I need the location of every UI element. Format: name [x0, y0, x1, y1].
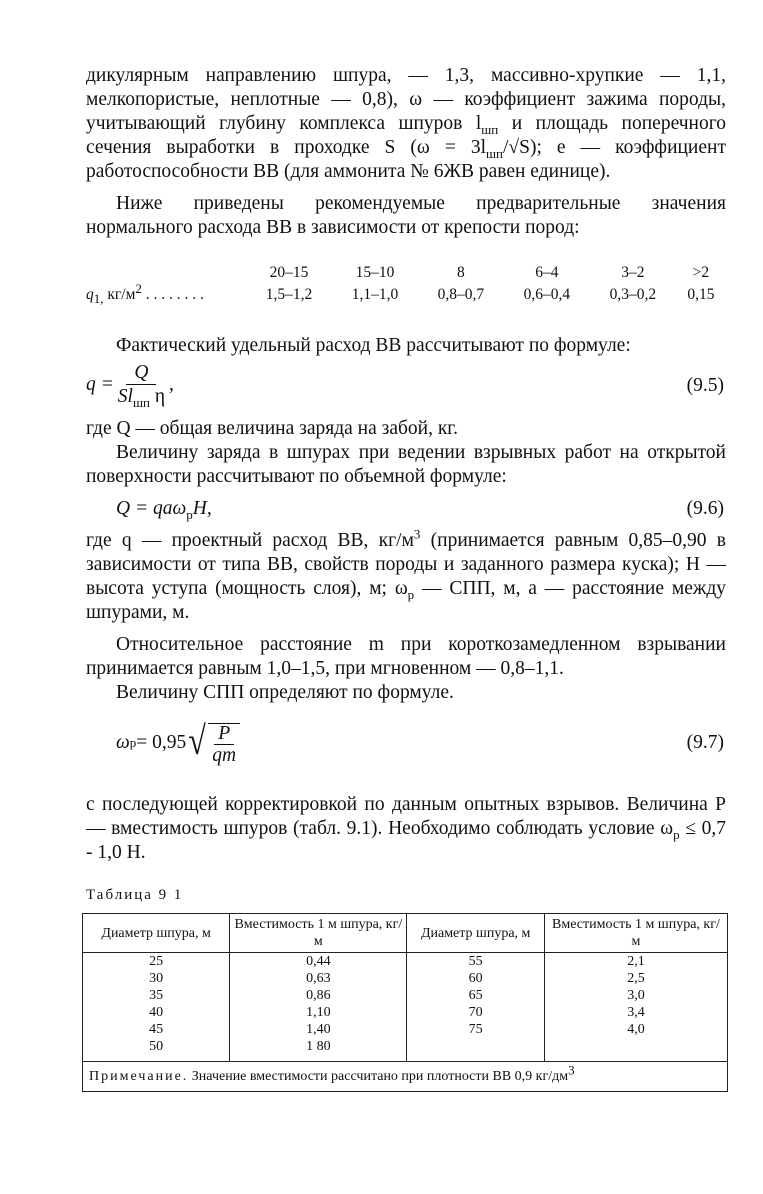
document-page: [86, 64, 726, 1092]
paragraph-coefficients: дикулярным направлению шпура, — 1,3, массивно-хрупкие — 1,1, мелкопористые, неплотные — 0,8), ω — коэффициент зажима породы, учитывающий глубину комплекса шпуров $l_{шп}$ и площадь поперечного сечения выработки в проходке S $(\omega = 3l_{шп}/√S)$; e — коэффициент работоспособности ВВ (для аммонита № 6ЖВ равен единице).: [86, 65, 726, 182]
paragraph-where-params: где q — проектный расход ВВ, $кг/м^3$ (принимается равным 0,85–0,90 в зависимости от типа ВВ, свойств породы и заданного размера куска); H — высота уступа (мощность слоя), м; $\omega_p$ — СПП, м, a — расстояние между шпурами, м.: [86, 526, 726, 623]
formula-number: (9.6): [686, 498, 724, 519]
paragraph-charge: Величину заряда в шпурах при ведении взрывных работ на открытой поверхности рассчитывают по объемной формуле:: [86, 442, 726, 487]
table-header-row: [83, 914, 728, 953]
paragraph-relative-distance: Относительное расстояние m при короткозамедленном взрывании принимается равным 1,0–1,5, при мгновенном — 0,8–1,1.: [86, 634, 726, 679]
norm-value-cell: 0,6–0,4: [523, 286, 571, 303]
table-row: 45 1,40 75 4,0: [83, 1021, 728, 1038]
column-header: Диаметр шпура, м: [83, 914, 230, 953]
hardness-cell: 15–10: [355, 264, 395, 281]
paragraph-correction: с последующей корректировкой по данным опытных взрывов. Величина P — вместимость шпуров (табл. 9.1). Необходимо соблюдать условие $\omega_p \le 0,7 - 1,0$ H.: [86, 794, 727, 863]
norms-row-label: $q_{1,}$ $кг/м^2$ . . . . . . . .: [86, 280, 204, 307]
hardness-cell: >2: [692, 264, 710, 281]
norm-value-cell: 0,8–0,7: [437, 286, 485, 303]
column-header: Вместимость 1 м шпура, кг/м: [230, 914, 407, 953]
paragraph-where-q: где Q — общая величина заряда на забой, кг.: [86, 418, 458, 439]
hardness-cell: 6–4: [535, 264, 559, 281]
norms-values-row: [86, 284, 726, 306]
table-note: Примечание. Значение вместимости рассчитано при плотности ВВ 0,9 кг/дм3: [83, 1062, 728, 1092]
norms-hardness-row: [86, 262, 726, 284]
norms-table: [86, 262, 726, 306]
paragraph-spp: Величину СПП определяют по формуле.: [116, 682, 454, 703]
square-root: √ P qm: [186, 719, 240, 767]
hardness-cell: 20–15: [269, 264, 309, 281]
table-row: 50 1 80: [83, 1038, 728, 1062]
paragraph-actual-rate: Фактический удельный расход ВВ рассчитывают по формуле:: [116, 335, 631, 356]
table-note-row: [83, 1062, 728, 1092]
norm-value-cell: 0,15: [687, 286, 715, 303]
table-row: 30 0,63 60 2,5: [83, 970, 728, 987]
formula-9-6: Q = qaω$_p$H, (9.6): [116, 498, 724, 522]
norm-value-cell: 1,5–1,2: [265, 286, 313, 303]
column-header: Диаметр шпура, м: [407, 914, 544, 953]
paragraph-norms-intro: Ниже приведены рекомендуемые предварительные значения нормального расхода ВВ в зависимости от крепости пород:: [86, 193, 726, 238]
hardness-cell: 8: [457, 264, 465, 281]
capacity-table: [82, 913, 728, 1092]
table-row: 40 1,10 70 3,4: [83, 1004, 728, 1021]
norm-value-cell: 1,1–1,0: [351, 286, 399, 303]
formula-9-7: ω p = 0,95 √ P qm (9.7): [116, 718, 724, 766]
formula-number: (9.7): [686, 732, 724, 753]
norm-value-cell: 0,3–0,2: [609, 286, 657, 303]
table-row: 35 0,86 65 3,0: [83, 987, 728, 1004]
formula-number: (9.5): [686, 374, 724, 396]
table-row: 25 0,44 55 2,1: [83, 953, 728, 971]
table-caption: Таблица 9 1: [86, 887, 184, 903]
formula-9-5: q = $\frac{Q}{Sl_{шп} \eta}$ , (9.5): [86, 362, 724, 410]
hardness-cell: 3–2: [621, 264, 645, 281]
column-header: Вместимость 1 м шпура, кг/м: [544, 914, 727, 953]
